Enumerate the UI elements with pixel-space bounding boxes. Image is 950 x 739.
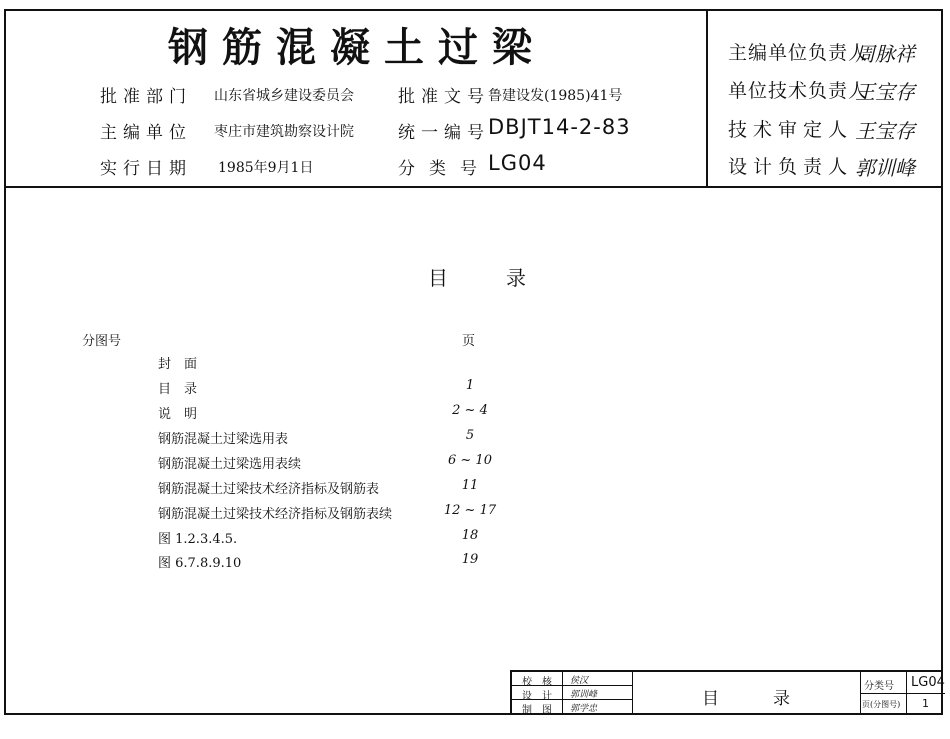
- responsible-role-review: 技术审定人: [728, 119, 854, 141]
- editor-unit-label: 主编单位: [100, 123, 192, 143]
- responsible-role-tech: 单位技术负责人: [728, 80, 869, 102]
- approval-dept-label: 批准部门: [100, 87, 192, 107]
- toc-item-explanation: 说 明: [158, 407, 198, 422]
- responsible-signature-design: 郭训峰: [855, 156, 915, 180]
- title-block-page-value: 1: [922, 697, 929, 710]
- document-title: 钢筋混凝土过梁: [168, 25, 546, 71]
- title-block-drafting-label: 制 图: [522, 705, 552, 716]
- toc-item-econ-rebar-table: 钢筋混凝土过梁技术经济指标及钢筋表: [158, 482, 380, 497]
- title-block-design-signature: 郭训峰: [570, 690, 598, 700]
- toc-item-selection-table-cont: 钢筋混凝土过梁选用表续: [158, 457, 302, 472]
- approval-doc-value: 鲁建设发(1985)41号: [488, 88, 623, 104]
- title-block-title: [702, 684, 790, 709]
- toc-item-figures-1-5: 图 1.2.3.4.5.: [158, 532, 238, 547]
- toc-page-econ-rebar-table: 11: [461, 478, 479, 493]
- toc-title-char-1: 目: [428, 266, 448, 290]
- title-block-divider: [860, 693, 945, 694]
- header-divider: [4, 186, 943, 188]
- unified-code-value: DBJT14-2-83: [488, 115, 631, 139]
- toc-title: [428, 262, 526, 291]
- toc-item-econ-rebar-table-cont: 钢筋混凝土过梁技术经济指标及钢筋表续: [158, 507, 393, 522]
- title-block: [510, 670, 943, 715]
- toc-page-figures-1-5: 18: [461, 528, 479, 543]
- title-block-category-label: 分类号: [864, 681, 894, 692]
- editor-unit-value: 枣庄市建筑勘察设计院: [214, 124, 354, 140]
- toc-page-selection-table: 5: [465, 428, 475, 443]
- toc-item-figures-6-10: 图 6.7.8.9.10: [158, 556, 242, 571]
- title-block-divider: [632, 672, 633, 715]
- toc-page-selection-table-cont: 6 ~ 10: [448, 453, 492, 468]
- title-block-title-char-1: 目: [702, 689, 719, 709]
- toc-page-explanation: 2 ~ 4: [452, 403, 488, 418]
- toc-item-cover: 封 面: [158, 357, 198, 372]
- responsible-signature-tech: 王宝存: [855, 80, 915, 104]
- toc-item-selection-table: 钢筋混凝土过梁选用表: [158, 432, 289, 447]
- approval-dept-value: 山东省城乡建设委员会: [214, 88, 354, 104]
- approval-doc-label: 批准文号: [398, 87, 490, 107]
- toc-page-figures-6-10: 19: [461, 552, 479, 567]
- title-block-title-char-2: 录: [773, 689, 790, 709]
- title-block-drafting-signature: 郭学忠: [570, 704, 598, 714]
- toc-title-char-2: 录: [506, 266, 526, 290]
- toc-page-econ-rebar-table-cont: 12 ~ 17: [443, 503, 497, 518]
- responsible-role-design: 设计负责人: [728, 156, 854, 178]
- responsible-signature-editor-unit: 周脉祥: [855, 42, 915, 66]
- toc-column-figure-number: 分图号: [82, 334, 122, 349]
- responsible-signature-review: 王宝存: [855, 119, 915, 143]
- title-block-page-label: 页(分图号): [862, 700, 901, 709]
- effective-date-label: 实行日期: [100, 159, 192, 179]
- header-vertical-divider: [706, 9, 708, 187]
- responsible-role-editor-unit: 主编单位负责人: [728, 42, 869, 64]
- title-block-check-signature: 侯汉: [570, 676, 589, 686]
- toc-column-page: 页: [462, 334, 476, 349]
- title-block-divider: [562, 672, 563, 715]
- unified-code-label: 统一编号: [398, 123, 490, 143]
- title-block-design-label: 设 计: [522, 691, 552, 702]
- toc-item-contents: 目 录: [158, 382, 198, 397]
- title-block-category-value: LG04: [911, 675, 945, 690]
- toc-page-contents: 1: [465, 378, 475, 393]
- effective-date-value: 1985年9月1日: [218, 160, 314, 176]
- category-label: 分类号: [398, 159, 491, 179]
- category-value: LG04: [488, 151, 547, 175]
- title-block-check-label: 校 核: [522, 677, 552, 688]
